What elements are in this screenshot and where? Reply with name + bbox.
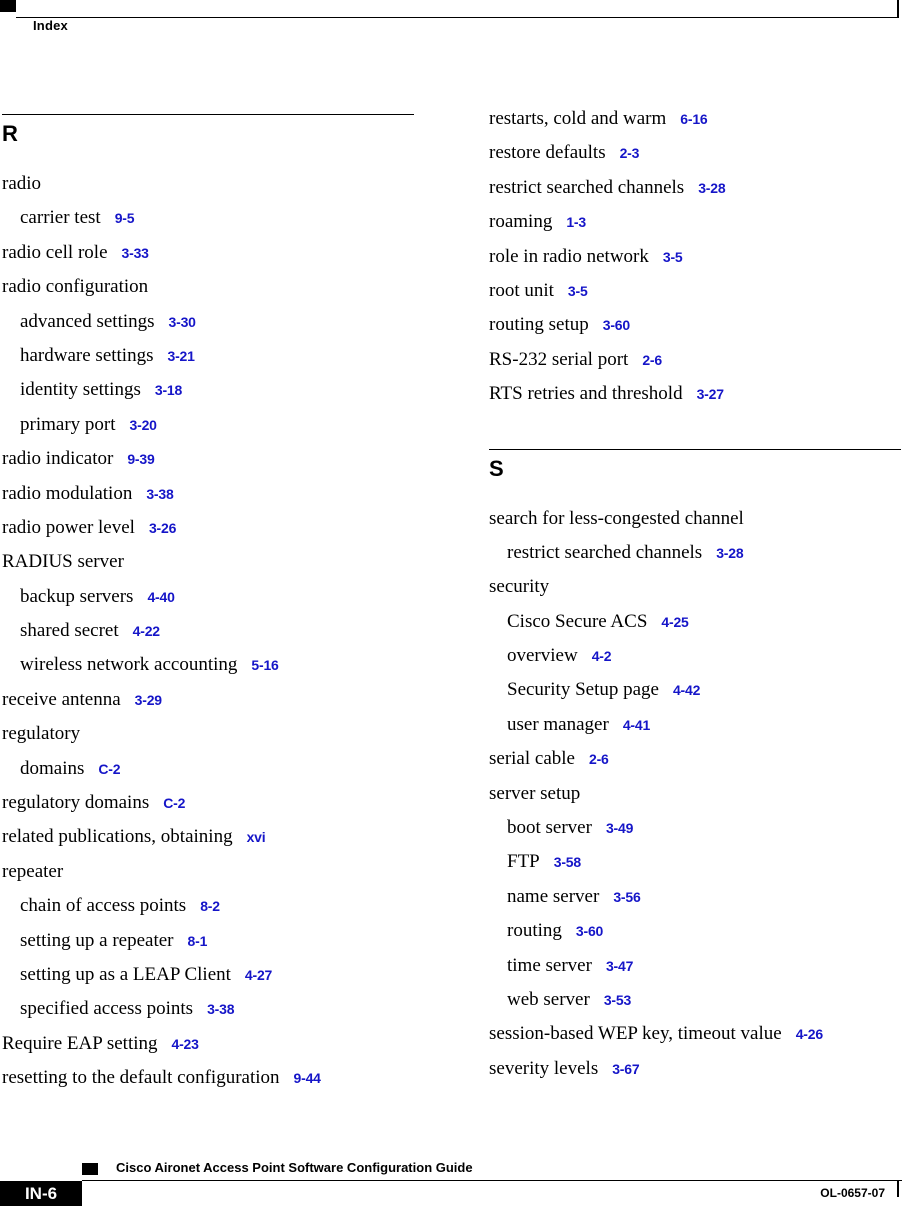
index-entry — [2, 442, 414, 476]
index-term: name server — [507, 885, 600, 907]
page-reference-link[interactable]: 3-58 — [553, 854, 581, 871]
index-subentry — [489, 639, 901, 673]
page-reference-link[interactable]: 4-26 — [795, 1026, 823, 1043]
index-entry — [489, 1017, 901, 1051]
page-reference-link[interactable]: 2-3 — [619, 145, 640, 162]
index-subentry — [2, 201, 414, 235]
index-subentry — [2, 408, 414, 442]
index-entry — [2, 786, 414, 820]
index-term: RTS retries and threshold — [489, 383, 683, 405]
index-term: identity settings — [20, 379, 141, 401]
page-reference-link[interactable]: 3-38 — [146, 485, 174, 502]
index-entry — [2, 717, 414, 751]
page-reference-link[interactable]: 3-53 — [603, 991, 632, 1008]
index-term: security — [489, 576, 550, 598]
page-reference-link[interactable]: 3-5 — [662, 248, 683, 265]
index-subentry — [2, 752, 414, 786]
page-reference-link[interactable]: 3-26 — [148, 519, 177, 536]
index-entry — [489, 274, 901, 308]
right-column — [489, 0, 901, 1086]
index-entry — [489, 742, 901, 776]
index-subentry — [2, 373, 414, 407]
index-term: backup servers — [20, 585, 134, 607]
index-subentry — [489, 880, 901, 914]
index-term: serial cable — [489, 748, 575, 770]
page-reference-link[interactable]: C-2 — [163, 795, 186, 812]
section-letter-r: R — [2, 121, 18, 146]
page-reference-link[interactable]: 1-3 — [566, 214, 586, 231]
index-subentry — [2, 889, 414, 923]
index-subentry — [489, 605, 901, 639]
index-entry — [2, 545, 414, 579]
index-term: overview — [507, 645, 578, 667]
index-term: specified access points — [20, 998, 194, 1020]
footer-rule — [82, 1180, 902, 1181]
index-term: related publications, obtaining — [2, 826, 233, 848]
page-reference-link[interactable]: 9-44 — [293, 1070, 321, 1087]
index-subentry — [489, 983, 901, 1017]
page-reference-link[interactable]: 6-16 — [680, 111, 708, 127]
index-term: resetting to the default configuration — [2, 1067, 280, 1089]
index-entry — [489, 777, 901, 811]
index-term: domains — [20, 757, 85, 779]
section-r-rule — [2, 114, 414, 115]
index-term: routing — [507, 920, 562, 942]
page-reference-link[interactable]: 3-5 — [567, 282, 588, 299]
page-reference-link[interactable]: xvi — [246, 829, 266, 846]
page-reference-link[interactable]: 3-28 — [716, 544, 744, 561]
index-subentry — [2, 305, 414, 339]
footer-corner-mark — [897, 1180, 899, 1197]
index-term: severity levels — [489, 1057, 599, 1079]
index-term: radio modulation — [2, 482, 133, 504]
page-reference-link[interactable]: 3-67 — [612, 1060, 640, 1077]
index-term: root unit — [489, 279, 554, 301]
index-entry — [489, 205, 901, 239]
page-reference-link[interactable]: 3-18 — [154, 382, 183, 399]
index-subentry — [489, 536, 901, 570]
index-subentry — [2, 339, 414, 373]
index-term: carrier test — [20, 207, 101, 229]
page-reference-link[interactable]: 4-27 — [244, 966, 273, 983]
index-entry — [2, 1061, 414, 1095]
page-reference-link[interactable]: 8-1 — [187, 932, 208, 949]
page-reference-link[interactable]: 3-21 — [167, 347, 195, 364]
index-term: primary port — [20, 413, 116, 435]
page-reference-link[interactable]: 3-38 — [207, 1001, 235, 1018]
index-entry — [2, 167, 414, 201]
index-term: restrict searched channels — [489, 176, 685, 198]
page-reference-link[interactable]: 3-60 — [575, 923, 604, 940]
index-term: wireless network accounting — [20, 654, 238, 676]
index-term: RS-232 serial port — [489, 348, 629, 370]
index-term: chain of access points — [20, 895, 187, 917]
index-subentry — [489, 811, 901, 845]
index-term: restarts, cold and warm — [489, 108, 667, 129]
page-reference-link[interactable]: 4-23 — [171, 1035, 199, 1052]
page-reference-link[interactable]: 3-28 — [698, 179, 726, 196]
index-term: Cisco Secure ACS — [507, 610, 648, 632]
index-term: server setup — [489, 782, 581, 804]
index-list-r-continued — [489, 102, 901, 412]
index-term: hardware settings — [20, 344, 154, 366]
index-term: boot server — [507, 817, 592, 839]
page-reference-link[interactable]: 3-29 — [134, 691, 162, 708]
index-entry — [489, 570, 901, 604]
index-term: radio power level — [2, 516, 135, 538]
index-term: time server — [507, 954, 592, 976]
index-entry — [489, 343, 901, 377]
index-term: session-based WEP key, timeout value — [489, 1023, 782, 1045]
index-term: radio — [2, 173, 42, 194]
index-term: regulatory domains — [2, 792, 150, 814]
index-term: RADIUS server — [2, 551, 124, 573]
page-reference-link[interactable]: 4-40 — [147, 588, 175, 605]
page-reference-link[interactable]: 3-30 — [168, 313, 196, 330]
left-column — [2, 0, 414, 1096]
index-term: restrict searched channels — [507, 541, 703, 563]
page-reference-link[interactable]: 9-5 — [114, 210, 135, 227]
index-subentry — [489, 845, 901, 879]
index-term: shared secret — [20, 620, 119, 642]
index-entry — [489, 102, 901, 136]
index-term: radio cell role — [2, 241, 108, 263]
section-s-rule — [489, 449, 901, 450]
page-reference-link[interactable]: 4-41 — [622, 716, 651, 733]
index-entry — [489, 1052, 901, 1086]
page-reference-link[interactable]: 4-25 — [661, 613, 689, 630]
header-label: Index — [33, 18, 68, 33]
section-letter-s: S — [489, 455, 504, 481]
index-subentry — [2, 648, 414, 682]
index-term: restore defaults — [489, 142, 606, 164]
index-term: search for less-congested channel — [489, 507, 744, 529]
index-term: receive antenna — [2, 688, 121, 710]
index-term: repeater — [2, 860, 64, 882]
index-subentry — [2, 924, 414, 958]
index-entry — [489, 502, 901, 536]
index-subentry — [489, 949, 901, 983]
index-entry — [2, 511, 414, 545]
page-reference-link[interactable]: 9-39 — [127, 451, 155, 468]
footer-book-title: Cisco Aironet Access Point Software Configuration Guide — [116, 1160, 473, 1175]
index-term: FTP — [507, 851, 540, 873]
index-subentry — [2, 580, 414, 614]
page-reference-link[interactable]: 2-6 — [642, 351, 662, 368]
index-term: setting up a repeater — [20, 929, 174, 951]
page-reference-link[interactable]: 8-2 — [200, 898, 220, 915]
index-entry — [2, 855, 414, 889]
index-term: radio configuration — [2, 276, 149, 298]
index-term: role in radio network — [489, 245, 649, 267]
page-reference-link[interactable]: 4-22 — [132, 623, 160, 640]
index-list-r — [2, 167, 414, 1096]
index-term: regulatory — [2, 723, 81, 745]
page-reference-link[interactable]: 3-49 — [605, 820, 634, 837]
index-term: Require EAP setting — [2, 1032, 158, 1054]
index-entry — [489, 171, 901, 205]
index-subentry — [489, 914, 901, 948]
footer-block — [82, 1163, 98, 1175]
index-entry — [489, 136, 901, 170]
index-term: advanced settings — [20, 310, 155, 332]
page-reference-link[interactable]: 4-42 — [672, 682, 701, 699]
index-subentry — [489, 673, 901, 707]
page-reference-link[interactable]: 3-20 — [129, 416, 157, 433]
index-term: web server — [507, 988, 590, 1010]
footer-page-number: IN-6 — [0, 1181, 82, 1206]
index-list-s — [489, 502, 901, 1087]
index-entry — [2, 236, 414, 270]
page-reference-link[interactable]: 3-33 — [121, 244, 149, 261]
index-term: user manager — [507, 713, 609, 735]
index-entry — [2, 270, 414, 304]
index-entry — [2, 1027, 414, 1061]
page-reference-link[interactable]: 2-6 — [588, 751, 609, 768]
index-term: roaming — [489, 211, 553, 233]
page-reference-link[interactable]: 4-2 — [591, 648, 612, 665]
index-entry — [2, 477, 414, 511]
index-entry — [489, 308, 901, 342]
page-reference-link[interactable]: 3-60 — [602, 317, 630, 334]
page-reference-link[interactable]: 3-47 — [605, 957, 634, 974]
footer-doc-number: OL-0657-07 — [820, 1186, 885, 1200]
index-term: routing setup — [489, 314, 589, 336]
page-reference-link[interactable]: 5-16 — [251, 657, 279, 674]
index-term: Security Setup page — [507, 679, 659, 701]
index-subentry — [489, 708, 901, 742]
index-entry — [2, 683, 414, 717]
index-term: setting up as a LEAP Client — [20, 963, 231, 985]
page-reference-link[interactable]: 3-56 — [613, 888, 641, 905]
page-reference-link[interactable]: 3-27 — [696, 386, 724, 403]
index-entry — [489, 240, 901, 274]
index-subentry — [2, 958, 414, 992]
page-reference-link[interactable]: C-2 — [98, 760, 121, 777]
index-entry — [2, 820, 414, 854]
index-subentry — [2, 614, 414, 648]
index-subentry — [2, 992, 414, 1026]
index-term: radio indicator — [2, 448, 114, 470]
index-entry — [489, 377, 901, 411]
